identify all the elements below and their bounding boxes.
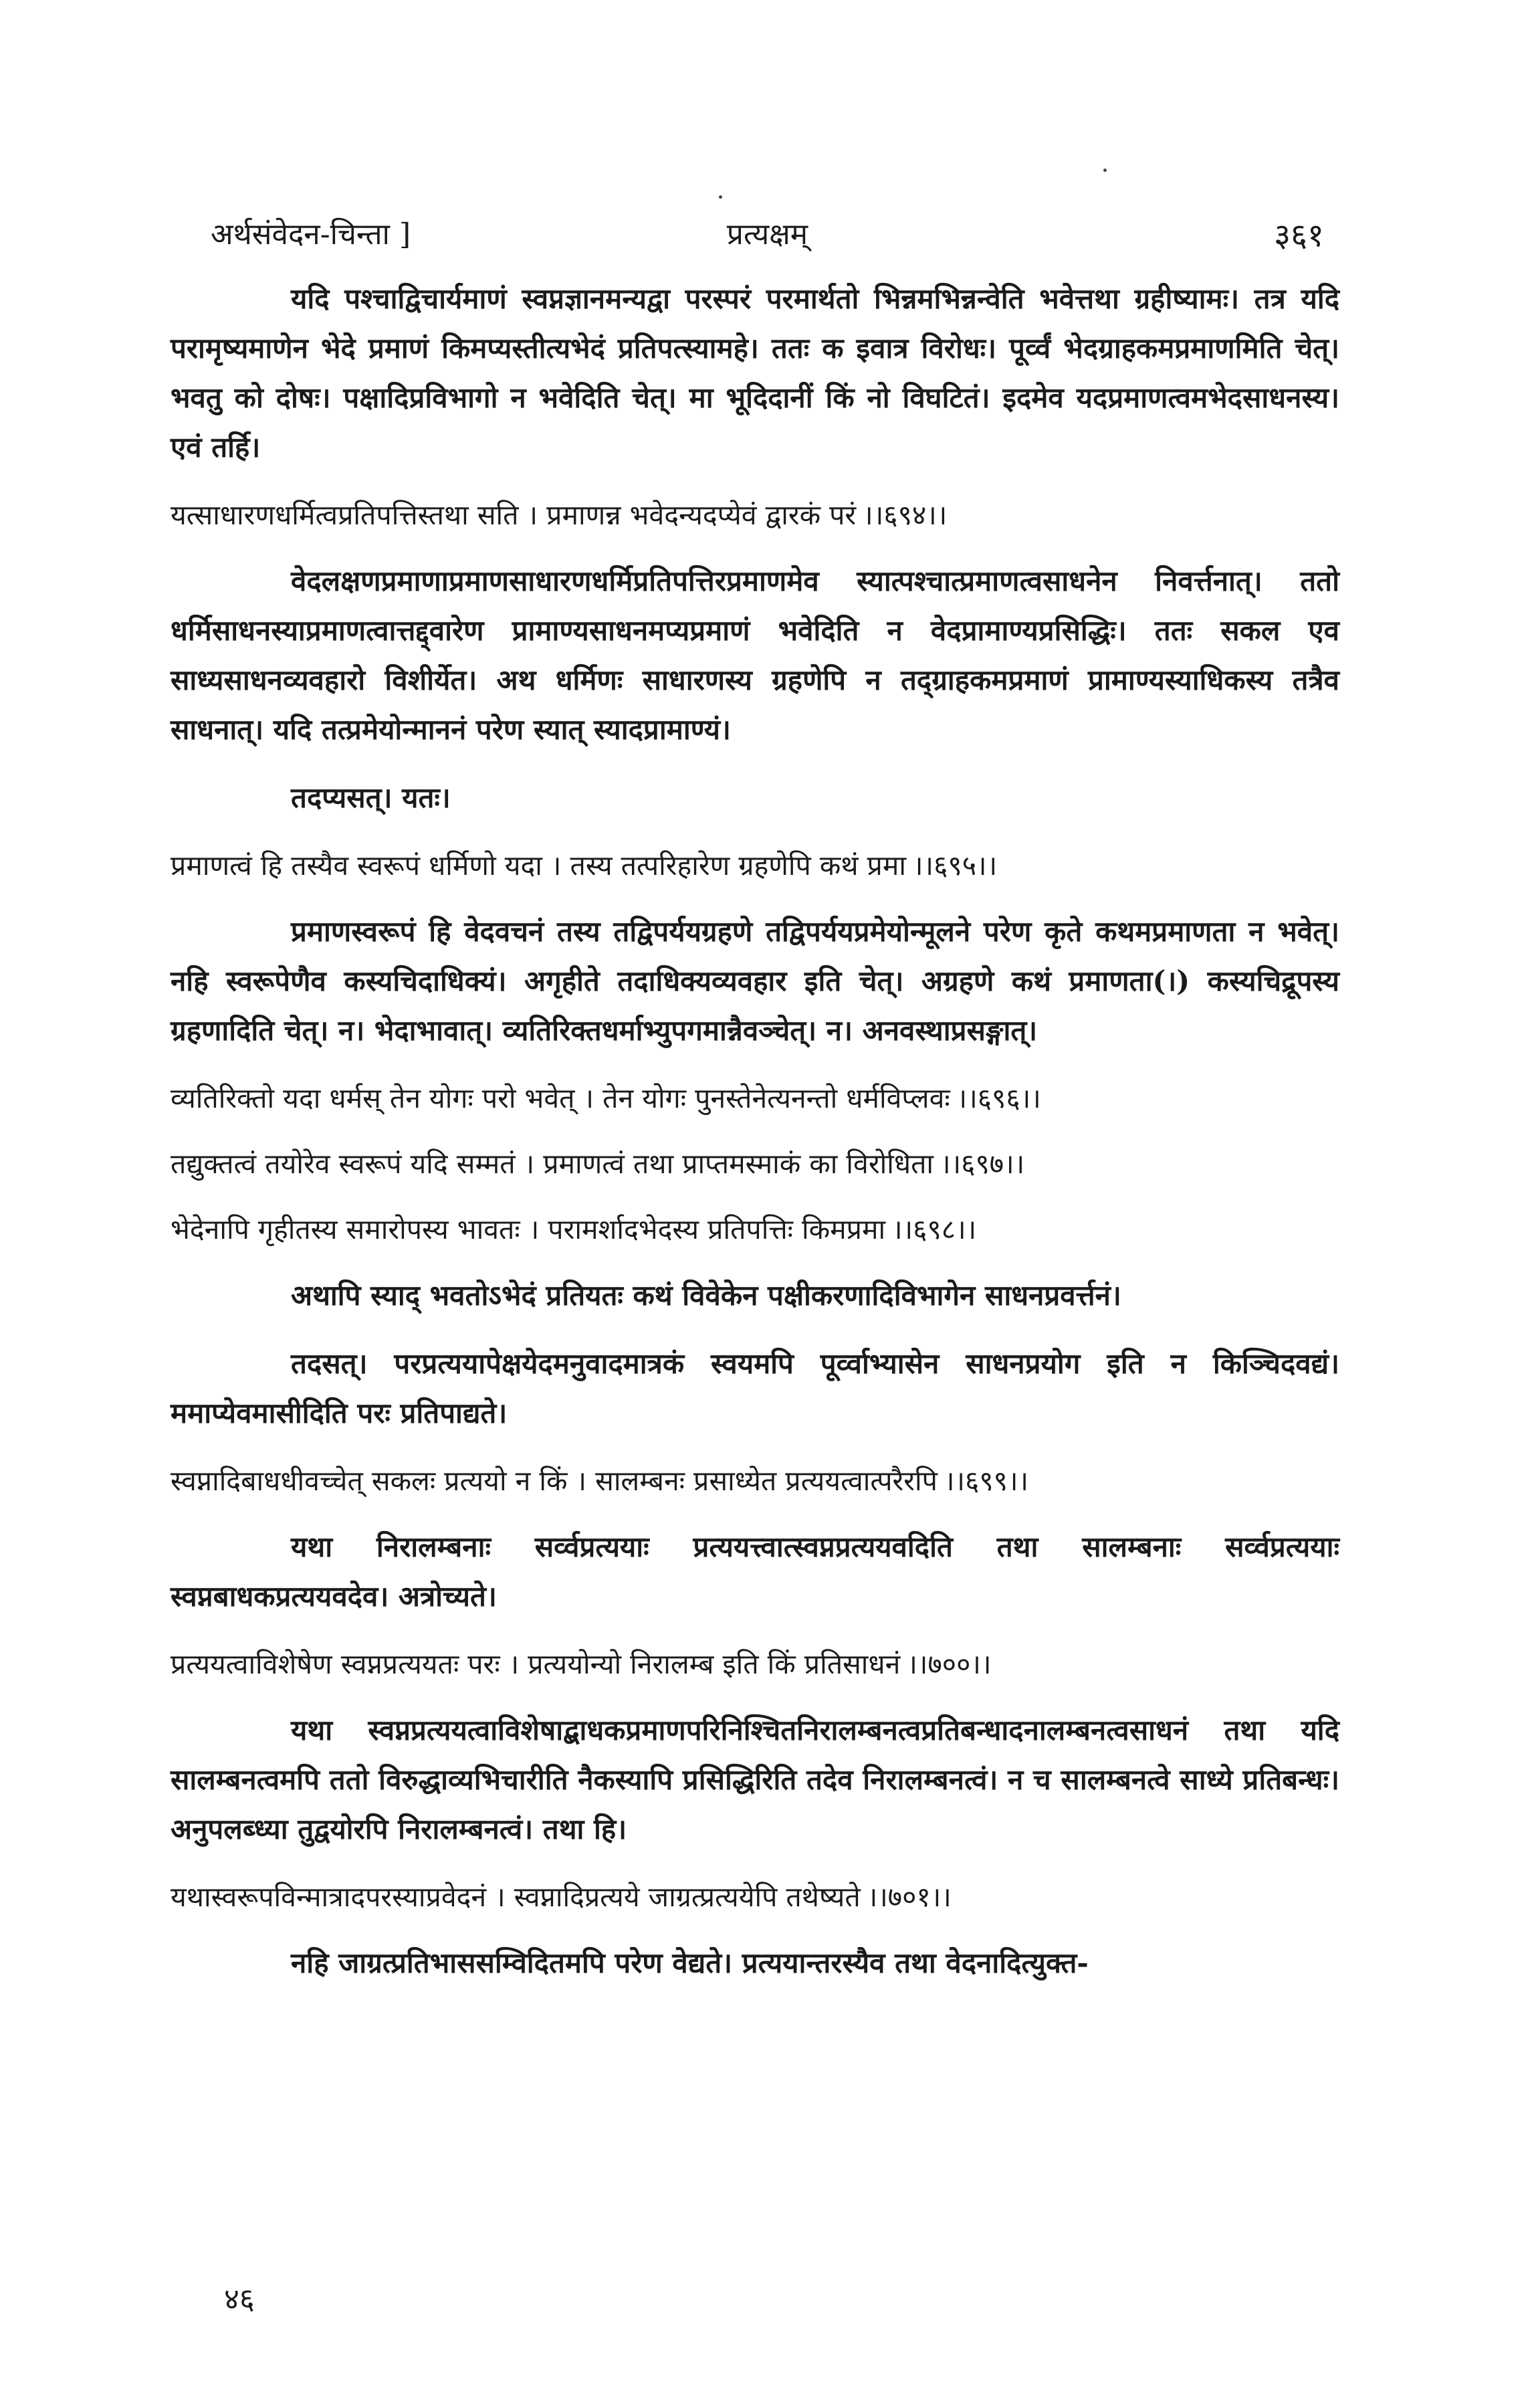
prose-paragraph: तदप्यसत्। यतः।: [291, 781, 451, 814]
prose-paragraph: वेदलक्षणप्रमाणाप्रमाणसाधारणधर्मिप्रतिपत्तिरप्रमाणमेव स्यात्पश्चात्प्रमाणत्वसाधनेन निवर्त्तनात्। ततो धर्मिसाधनस्याप्रमाणत्वात्तद्द्वारेण प्रामाण्यसाधनमप्यप्रमाणं भवेदिति न वेदप्रामाण्यप्रसिद्धिः। ततः सकल एव साध्यसाधनव्यवहारो विशीर्येत। अथ धर्मिणः साधारणस्य ग्रहणेपि न तद्ग्राहकमप्रमाणं प्रामाण्यस्याधिकस्य तत्रैव साधनात्। यदि तत्प्रमेयोन्माननं परेण स्यात् स्यादप्रामाण्यं।: [171, 565, 1339, 746]
verse-line: [171, 1640, 1339, 1688]
verse-text: भेदेनापि गृहीतस्य समारोपस्य भावतः । परामर्शादभेदस्य प्रतिपत्तिः किमप्रमा: [171, 1213, 886, 1245]
prose-paragraph: यदि पश्चाद्विचार्यमाणं स्वप्नज्ञानमन्यद्वा परस्परं परमार्थतो भिन्नमभिन्नन्वेति भवेत्तथा ग्रहीष्यामः। तत्र यदि परामृष्यमाणेन भेदे प्रमाणं किमप्यस्तीत्यभेदं प्रतिपत्स्यामहे। ततः क इवात्र विरोधः। पूर्व्वं भेदग्राहकमप्रमाणमिति चेत्। भवतु को दोषः। पक्षादिप्रविभागो न भवेदिति चेत्। मा भूदिदानीं किं नो विघटितं। इदमेव यदप्रमाणत्वमभेदसाधनस्य। एवं तर्हि।: [171, 282, 1339, 464]
scan-speck: [1103, 169, 1107, 172]
prose-paragraph: प्रमाणस्वरूपं हि वेदवचनं तस्य तद्विपर्ययग्रहणे तद्विपर्ययप्रमेयोन्मूलने परेण कृते कथमप्रमाणता न भवेत्। नहि स्वरूपेणैव कस्यचिदाधिक्यं। अगृहीते तदाधिक्यव्यवहार इति चेत्। अग्रहणे कथं प्रमाणता(।) कस्यचिद्रूपस्य ग्रहणादिति चेत्। न। भेदाभावात्। व्यतिरिक्तधर्माभ्युपगमान्नैवञ्चेत्। न। अनवस्थाप्रसङ्गात्।: [171, 915, 1339, 1047]
verse-text: व्यतिरिक्तो यदा धर्मस् तेन योगः परो भवेत् । तेन योगः पुनस्तेनेत्यनन्तो धर्मविप्लवः: [171, 1082, 950, 1114]
verse-text: यत्साधारणधर्मित्वप्रतिपत्तिस्तथा सति । प्रमाणन्न भवेदन्यदप्येवं द्वारकं परं: [171, 499, 857, 531]
verse-line: [171, 1873, 1339, 1921]
running-header: [211, 213, 1324, 253]
verse-text: प्रमाणत्वं हि तस्यैव स्वरूपं धर्मिणो यदा । तस्य तत्परिहारेण ग्रहणेपि कथं प्रमा: [171, 849, 907, 882]
verse-number: ।।६९८।।: [892, 1213, 977, 1245]
verse-number: ।।७०१।।: [867, 1881, 952, 1913]
prose-paragraph: यथा निरालम्बनाः सर्व्वप्रत्ययाः प्रत्ययत्त्वात्स्वप्नप्रत्ययवदिति तथा सालम्बनाः सर्व्वप्रत्ययाः स्वप्नबाधकप्रत्ययवदेव। अत्रोच्यते।: [171, 1530, 1339, 1613]
verse-line: [171, 1140, 1339, 1188]
verse-number: ।।७००।।: [907, 1648, 992, 1680]
chapter-title: अर्थसंवेदन-चिन्ता ]: [211, 217, 411, 252]
verse-line: [171, 1457, 1339, 1505]
verse-text: प्रत्ययत्वाविशेषेण स्वप्नप्रत्ययतः परः । प्रत्ययोन्यो निरालम्ब इति किं प्रतिसाधनं: [171, 1648, 901, 1680]
verse-number: ।।६९४।।: [863, 499, 948, 531]
verse-text: स्वप्नादिबाधधीवच्चेत् सकलः प्रत्ययो न किं । सालम्बनः प्रसाध्येत प्रत्ययत्वात्परैरपि: [171, 1465, 938, 1497]
verse-line: [171, 1205, 1339, 1253]
page-number: ३६१: [1274, 217, 1324, 254]
verse-number: ।।६९७।।: [940, 1148, 1025, 1180]
verse-text: तद्युक्तत्वं तयोरेव स्वरूपं यदि सम्मतं । प्रमाणत्वं तथा प्राप्तमस्माकं का विरोधिता: [171, 1148, 934, 1180]
verse-line: [171, 841, 1339, 890]
verse-number: ।।६९६।।: [956, 1082, 1041, 1114]
signature-mark: ४६: [224, 2282, 255, 2316]
prose-paragraph: यथा स्वप्नप्रत्ययत्वाविशेषाद्बाधकप्रमाणपरिनिश्चितनिरालम्बनत्वप्रतिबन्धादनालम्बनत्वसाधनं तथा यदि सालम्बनत्वमपि ततो विरुद्धाव्यभिचारीति नैकस्यापि प्रसिद्धिरिति तदेव निरालम्बनत्वं। न च सालम्बनत्वे साध्ये प्रतिबन्धः। अनुपलब्ध्या तुद्वयोरपि निरालम्बनत्वं। तथा हि।: [171, 1714, 1339, 1845]
prose-paragraph: तदसत्। परप्रत्ययापेक्षयेदमनुवादमात्रकं स्वयमपि पूर्व्वाभ्यासेन साधनप्रयोग इति न किञ्चिदवद्यं। ममाप्येवमासीदिति परः प्रतिपाद्यते।: [171, 1347, 1339, 1429]
prose-paragraph: अथापि स्याद् भवतोऽभेदं प्रतियतः कथं विवेकेन पक्षीकरणादिविभागेन साधनप्रवर्त्तनं।: [291, 1279, 1121, 1312]
text-body: [171, 274, 1339, 2007]
verse-text: यथास्वरूपविन्मात्रादपरस्याप्रवेदनं । स्वप्नादिप्रत्यये जाग्रत्प्रत्ययेपि तथेष्यते: [171, 1881, 861, 1913]
verse-line: [171, 491, 1339, 539]
section-title: प्रत्यक्षम्: [726, 217, 808, 252]
scan-speck: [719, 195, 722, 199]
verse-number: ।।६९५।।: [913, 849, 998, 882]
verse-number: ।।६९९।।: [944, 1465, 1029, 1497]
verse-line: [171, 1074, 1339, 1122]
prose-paragraph: नहि जाग्रत्प्रतिभाससम्विदितमपि परेण वेद्यते। प्रत्ययान्तरस्यैव तथा वेदनादित्युक्त-: [291, 1946, 1089, 1979]
